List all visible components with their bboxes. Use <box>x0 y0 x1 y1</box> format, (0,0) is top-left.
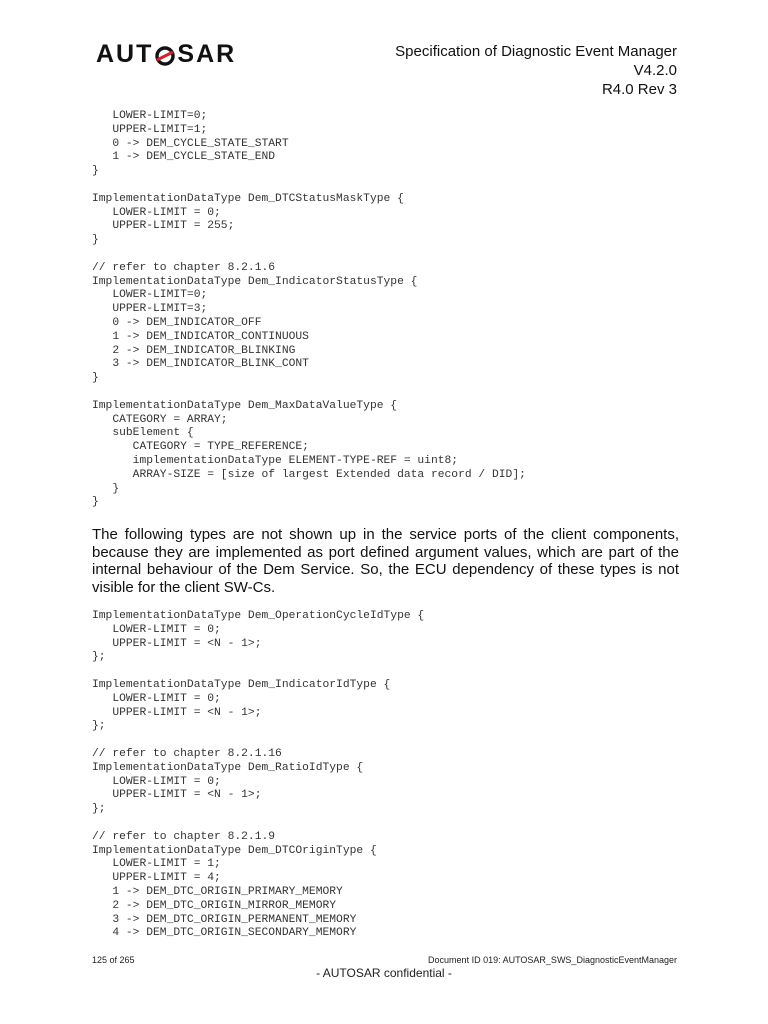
code-line: UPPER-LIMIT=1; <box>92 123 208 136</box>
code-line: UPPER-LIMIT = 255; <box>92 220 235 233</box>
code-line: // refer to chapter 8.2.1.9 <box>92 830 276 843</box>
logo-text-left: AUT <box>96 40 154 68</box>
confidential-notice: - AUTOSAR confidential - <box>316 966 452 980</box>
code-line: 2 -> DEM_DTC_ORIGIN_MIRROR_MEMORY <box>92 899 337 912</box>
logo-o-icon <box>154 44 176 66</box>
code-line: } <box>92 234 99 247</box>
code-line: subElement { <box>92 427 194 440</box>
code-line: 4 -> DEM_DTC_ORIGIN_SECONDARY_MEMORY <box>92 927 357 940</box>
code-line: 3 -> DEM_DTC_ORIGIN_PERMANENT_MEMORY <box>92 913 357 926</box>
code-line: LOWER-LIMIT=0; <box>92 110 208 122</box>
code-line: ImplementationDataType Dem_DTCOriginType { <box>92 844 377 857</box>
code-line: UPPER-LIMIT = <N - 1>; <box>92 706 262 719</box>
code-line: } <box>92 165 99 178</box>
code-line: LOWER-LIMIT = 1; <box>92 858 221 871</box>
document-revision: R4.0 Rev 3 <box>601 81 677 98</box>
code-line: 1 -> DEM_DTC_ORIGIN_PRIMARY_MEMORY <box>92 885 343 898</box>
autosar-logo <box>96 40 236 69</box>
code-line: 3 -> DEM_INDICATOR_BLINK_CONT <box>92 358 309 371</box>
code-line: ImplementationDataType Dem_OperationCycleIdType { <box>92 610 425 622</box>
code-line: 2 -> DEM_INDICATOR_BLINKING <box>92 344 296 357</box>
code-block-type-definitions <box>92 110 526 510</box>
code-line: // refer to chapter 8.2.1.6 <box>92 261 276 274</box>
document-header <box>395 42 677 99</box>
code-line: } <box>92 496 99 509</box>
code-line: } <box>92 372 99 385</box>
code-line: LOWER-LIMIT = 0; <box>92 692 221 705</box>
code-line: implementationDataType ELEMENT-TYPE-REF = uint8; <box>92 454 459 467</box>
document-id: Document ID 019: AUTOSAR_SWS_DiagnosticEventManager <box>428 955 677 965</box>
document-title: Specification of Diagnostic Event Manager <box>395 43 677 60</box>
code-line: ImplementationDataType Dem_IndicatorStatusType { <box>92 275 418 288</box>
code-line: UPPER-LIMIT=3; <box>92 303 208 316</box>
code-line: CATEGORY = TYPE_REFERENCE; <box>92 441 309 454</box>
code-line: ARRAY-SIZE = [size of largest Extended data record / DID]; <box>92 468 526 481</box>
code-line: LOWER-LIMIT = 0; <box>92 206 221 219</box>
code-line: 0 -> DEM_INDICATOR_OFF <box>92 316 262 329</box>
code-line: UPPER-LIMIT = <N - 1>; <box>92 789 262 802</box>
code-line: // refer to chapter 8.2.1.16 <box>92 747 282 760</box>
body-paragraph: The following types are not shown up in the service ports of the client components, because they are implemented as port defined argument values, which are part of the internal behaviour of the Dem Service. So, the ECU dependency of these types is not visible for the client SW-Cs. <box>92 526 679 596</box>
code-line: ImplementationDataType Dem_IndicatorIdType { <box>92 678 391 691</box>
logo-text-right: SAR <box>177 40 237 68</box>
code-line: ImplementationDataType Dem_DTCStatusMaskType { <box>92 192 404 205</box>
code-line: ImplementationDataType Dem_MaxDataValueType { <box>92 399 398 412</box>
code-line: CATEGORY = ARRAY; <box>92 413 228 426</box>
code-line: LOWER-LIMIT = 0; <box>92 623 221 636</box>
code-line: }; <box>92 720 106 733</box>
page-number: 125 of 265 <box>92 955 135 965</box>
code-block-port-argument-types <box>92 610 424 941</box>
code-line: 0 -> DEM_CYCLE_STATE_START <box>92 137 289 150</box>
code-line: }; <box>92 651 106 664</box>
code-line: LOWER-LIMIT=0; <box>92 289 208 302</box>
code-line: } <box>92 482 120 495</box>
code-line: }; <box>92 803 106 816</box>
code-line: ImplementationDataType Dem_RatioIdType { <box>92 761 364 774</box>
code-line: UPPER-LIMIT = <N - 1>; <box>92 637 262 650</box>
code-line: 1 -> DEM_INDICATOR_CONTINUOUS <box>92 330 309 343</box>
code-line: LOWER-LIMIT = 0; <box>92 775 221 788</box>
document-version: V4.2.0 <box>633 62 677 79</box>
code-line: 1 -> DEM_CYCLE_STATE_END <box>92 151 276 164</box>
code-line: UPPER-LIMIT = 4; <box>92 872 221 885</box>
